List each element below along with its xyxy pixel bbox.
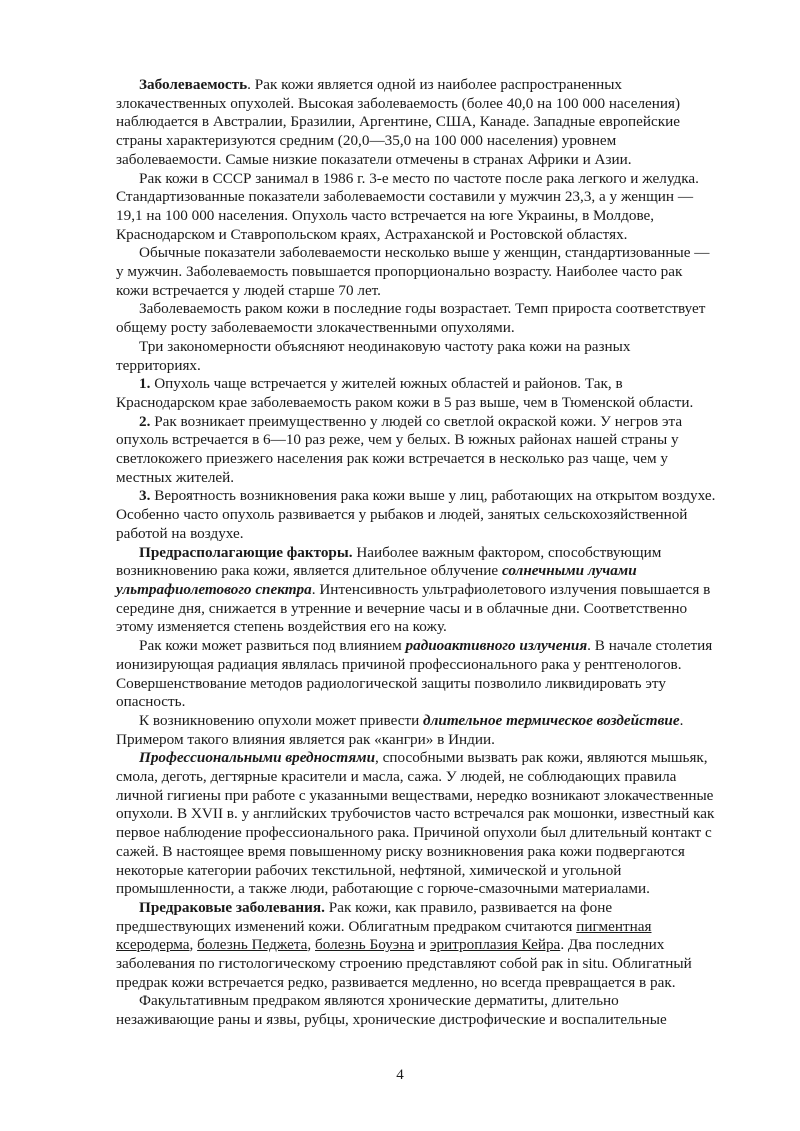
list-text: Вероятность возникновения рака кожи выше у лиц, работающих на открытом воздухе. Особенно часто опухоль развивается у рыбаков и людей, занятых сельскохозяйственной работой на воздухе.: [116, 487, 716, 542]
link-queyrat[interactable]: эритроплазия Кейра: [429, 936, 561, 954]
emphasis-radiation: радиоактивного излучения: [405, 637, 588, 655]
list-number: 2.: [139, 412, 151, 430]
paragraph-text: Рак кожи может развиться под влиянием: [139, 637, 406, 655]
link-bowen[interactable]: болезнь Боуэна: [315, 936, 415, 954]
paragraph-gender-age: Обычные показатели заболеваемости несколько выше у женщин, стандартизованные — у мужчин. Заболеваемость повышается пропорционально возрасту. Наиболее часто рак кожи встречается у людей старше 70 лет.: [116, 244, 710, 299]
link-paget[interactable]: болезнь Педжета: [197, 936, 308, 954]
heading-factors: Предрасполагающие факторы.: [139, 543, 353, 561]
list-number: 3.: [139, 487, 151, 505]
paragraph-text: . Рак кожи является одной из наиболее распространенных злокачественных опухолей. Высокая заболеваемость (более 40,0 на 100 000 населения) наблюдается в Австралии, Бразилии, Аргентине, США, Канаде. Западные европейские страны характеризуются средним (20,0—35,0 на 100 000 населения) уровнем заболеваемости. Самые низкие показатели отмечены в странах Африки и Азии.: [116, 76, 681, 168]
page-number: 4: [396, 1067, 404, 1083]
heading-incidence: Заболеваемость: [139, 76, 248, 93]
list-text: Опухоль чаще встречается у жителей южных областей и районов. Так, в Краснодарском крае заболеваемость раком кожи в 5 раз выше, чем в Тюменской области.: [116, 375, 694, 411]
emphasis-occupational: Профессиональными вредностями: [139, 749, 376, 767]
list-item: [116, 487, 716, 543]
paragraph-precancer: [116, 899, 716, 993]
paragraph-growth: Заболеваемость раком кожи в последние годы возрастает. Темп прироста соответствует общему росту заболеваемости злокачественными опухолями.: [116, 300, 706, 337]
paragraph-text: Наиболее важным фактором, способствующим возникновению рака кожи, является длительное облучение: [116, 543, 662, 580]
list-text: Рак возникает преимущественно у людей со светлой окраской кожи. У негров эта опухоль встречается в 6—10 раз реже, чем у белых. В южных районах нашей страны у светлокожего приезжего населения рак кожи встречается в несколько раз чаще, чем у местных жителей.: [116, 412, 683, 486]
paragraph-thermal: [116, 712, 716, 749]
paragraph-occupational: [116, 749, 716, 899]
emphasis-thermal: длительное термическое воздействие: [423, 711, 680, 729]
separator: ,: [189, 936, 198, 954]
separator: и: [414, 936, 430, 954]
paragraph-text: . Два последних заболевания по гистологическому строению представляют собой рак in situ. Облигатный предрак кожи встречается редко, развивается медленно, но всегда превращается в рак.: [116, 936, 692, 991]
paragraph-text: . Примером такого влияния является рак «кангри» в Индии.: [116, 711, 684, 748]
paragraph-ussr: Рак кожи в СССР занимал в 1986 г. 3-е место по частоте после рака легкого и желудка. Стандартизованные показатели заболеваемости составили у мужчин 23,3, а у женщин — 19,1 на 100 000 населения. Опухоль часто встречается на юге Украины, в Молдове, Краснодарском и Ставропольском краях, Астраханской и Ростовской областях.: [116, 169, 699, 243]
paragraph-factors: [116, 544, 716, 638]
document-body: [116, 76, 716, 1030]
list-item: [116, 375, 716, 412]
paragraph-text: К возникновению опухоли может привести: [139, 711, 424, 729]
paragraph-incidence: [116, 76, 716, 170]
paragraph-text: . Интенсивность ультрафиолетового излучения повышается в середине дня, снижается в утренние и вечерние часы и в облачные дни. Соответственно этому изменяется степень воздействия его на кожу.: [116, 580, 711, 636]
paragraph-text: . В начале столетия ионизирующая радиация являлась причиной профессионального рака у рентгенологов. Совершенствование методов радиологической защиты позволило ликвидировать эту опасность.: [116, 637, 713, 711]
list-number: 1.: [139, 375, 151, 393]
paragraph-text: Рак кожи, как правило, развивается на фоне предшествующих изменений кожи. Облигатным предраком считаются: [116, 898, 613, 935]
paragraph-text: , способными вызвать рак кожи, являются мышьяк, смола, деготь, дегтярные красители и масла, сажа. У людей, не соблюдающих правила личной гигиены при работе с указанными веществами, нередко возникают злокачественные опухоли. В XVII в. у английских трубочистов часто встречался рак мошонки, известный как первое наблюдение профессионального рака. Причиной опухоли был длительный контакт с сажей. В настоящее время повышенному риску возникновения рака кожи подвергаются некоторые категории рабочих текстильной, нефтяной, химической и угольной промышленности, а также люди, работающие с горюче-смазочными материалами.: [116, 749, 715, 898]
paragraph-facultative: Факультативным предраком являются хронические дерматиты, длительно незаживающие раны и язвы, рубцы, хронические дистрофические и воспалительные: [116, 992, 667, 1029]
emphasis-uv: солнечными лучами ультрафиолетового спектра: [116, 562, 637, 598]
paragraph-radiation: [116, 637, 716, 712]
paragraph-patterns-intro: Три закономерности объясняют неодинаковую частоту рака кожи на разных территориях.: [116, 337, 631, 374]
list-item: [116, 413, 716, 488]
separator: ,: [307, 936, 315, 954]
link-xeroderma[interactable]: пигментная ксеродерма: [116, 917, 652, 954]
heading-precancer: Предраковые заболевания.: [139, 898, 325, 916]
